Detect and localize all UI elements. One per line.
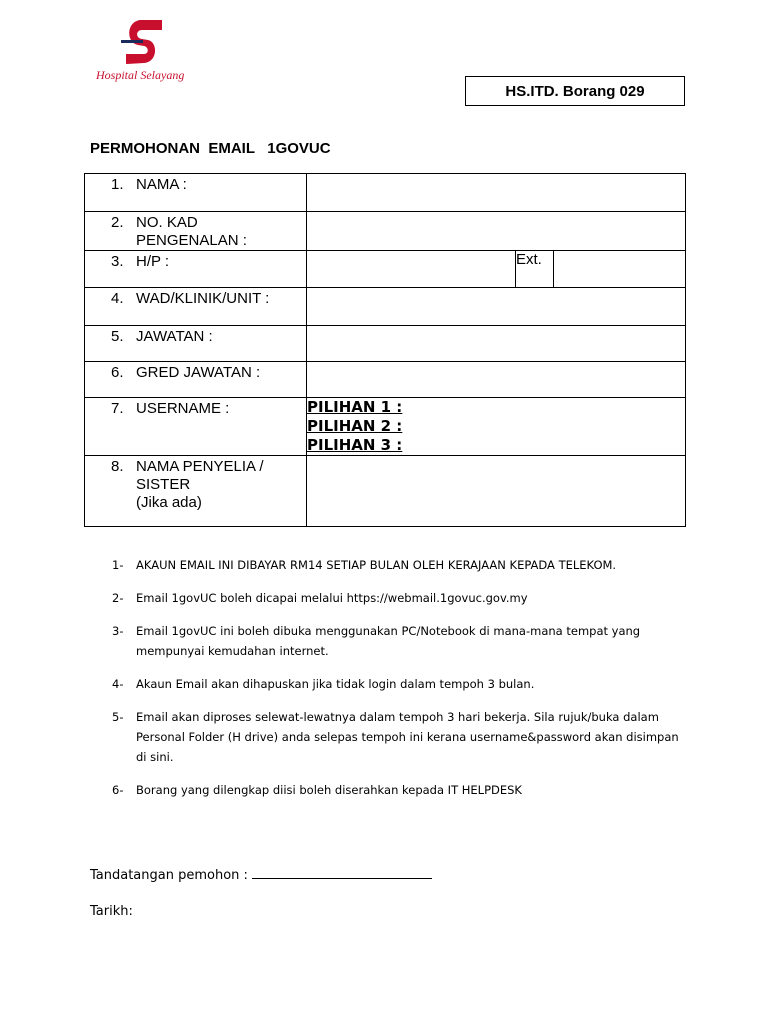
- hospital-logo-icon: [118, 18, 166, 66]
- field-input-wad[interactable]: [307, 288, 686, 326]
- logo-text: Hospital Selayang: [96, 68, 185, 82]
- form-title: PERMOHONAN EMAIL 1GOVUC: [90, 140, 331, 157]
- hospital-logo: [88, 18, 198, 88]
- field-label-hp: 3. H/P :: [85, 251, 307, 288]
- field-input-nama[interactable]: [307, 174, 686, 212]
- username-option-1: PILIHAN 1 :: [307, 398, 403, 416]
- notes-list: [112, 555, 692, 813]
- field-input-jawatan[interactable]: [307, 326, 686, 362]
- username-option-3: PILIHAN 3 :: [307, 436, 403, 454]
- note-item: 2- Email 1govUC boleh dicapai melalui https://webmail.1govuc.gov.my: [112, 591, 528, 605]
- field-label-gred: 6. GRED JAWATAN :: [85, 362, 307, 398]
- note-item: 5- Email akan diproses selewat-lewatnya dalam tempoh 3 hari bekerja. Sila rujuk/buka dalam Personal Folder (H drive) anda selepas tempoh ini kerana username&password akan disimpan di sini.: [112, 710, 679, 764]
- field-input-ext[interactable]: [554, 251, 686, 288]
- application-form-table: [84, 173, 686, 527]
- date-label: Tarikh:: [90, 904, 133, 919]
- field-label-username: 7. USERNAME :: [85, 398, 307, 456]
- ext-label: Ext.: [516, 251, 554, 288]
- field-label-kad: 2. NO. KAD PENGENALAN :: [85, 212, 307, 251]
- note-item: 3- Email 1govUC ini boleh dibuka menggunakan PC/Notebook di mana-mana tempat yang mempunyai kemudahan internet.: [112, 624, 641, 658]
- field-input-hp[interactable]: [307, 251, 516, 288]
- note-item: 1- AKAUN EMAIL INI DIBAYAR RM14 SETIAP BULAN OLEH KERAJAAN KEPADA TELEKOM.: [112, 558, 617, 572]
- field-label-jawatan: 5. JAWATAN :: [85, 326, 307, 362]
- field-input-gred[interactable]: [307, 362, 686, 398]
- signature-label: Tandatangan pemohon :: [90, 868, 248, 883]
- note-item: 6- Borang yang dilengkap diisi boleh diserahkan kepada IT HELPDESK: [112, 783, 522, 797]
- signature-line[interactable]: [252, 878, 432, 879]
- field-label-nama: 1. NAMA :: [85, 174, 307, 212]
- signature-field: [90, 868, 432, 883]
- form-code-box: HS.ITD. Borang 029: [465, 76, 685, 106]
- field-input-kad[interactable]: [307, 212, 686, 251]
- field-input-penyelia[interactable]: [307, 456, 686, 527]
- username-option-2: PILIHAN 2 :: [307, 417, 403, 435]
- note-item: 4- Akaun Email akan dihapuskan jika tidak login dalam tempoh 3 bulan.: [112, 677, 535, 691]
- field-label-wad: 4. WAD/KLINIK/UNIT :: [85, 288, 307, 326]
- field-label-penyelia: 8. NAMA PENYELIA / SISTER (Jika ada): [85, 456, 307, 527]
- username-options[interactable]: [307, 398, 686, 456]
